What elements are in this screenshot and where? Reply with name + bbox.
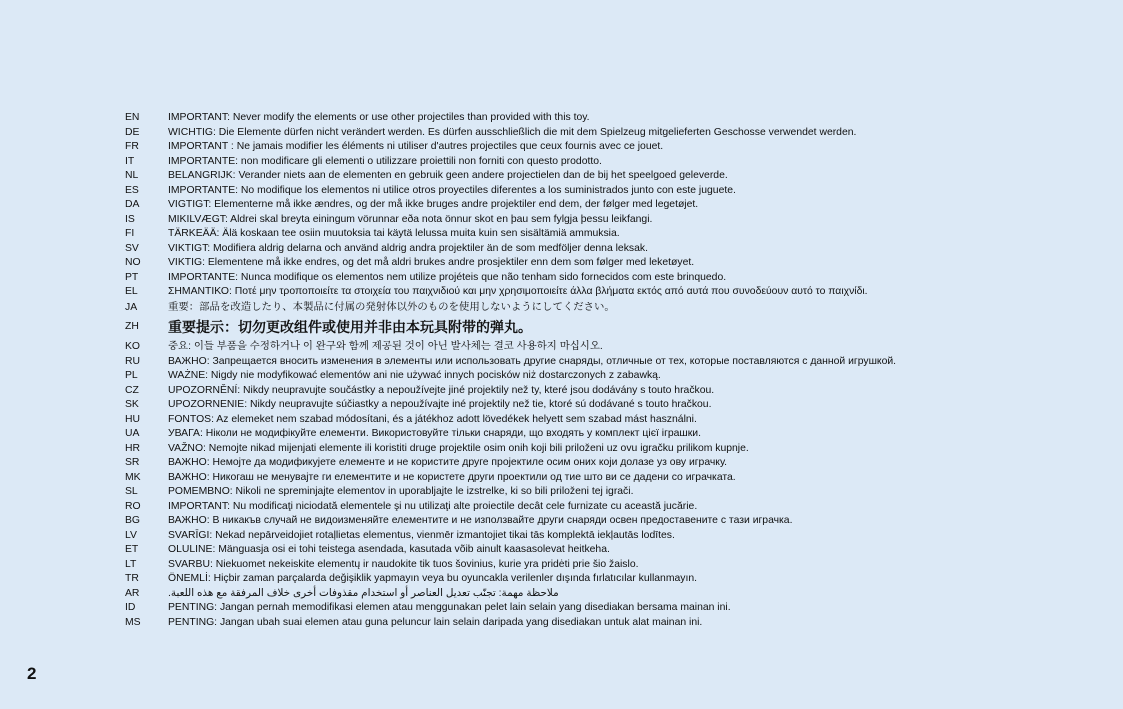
warning-row-sv xyxy=(125,242,1115,257)
language-code: SV xyxy=(125,242,139,254)
language-code: RO xyxy=(125,500,141,512)
warning-text: IMPORTANT: Nu modificaţi niciodată elementele şi nu utilizaţi alte proiectile decât cele furnizate cu această jucărie. xyxy=(168,500,698,512)
warning-row-mk xyxy=(125,471,1115,486)
warning-text: VIGTIGT: Elementerne må ikke ændres, og der må ikke bruges andre projektiler end dem, der følger med legetøjet. xyxy=(168,199,699,210)
language-code: SR xyxy=(125,457,140,468)
warning-row-tr xyxy=(125,572,1115,587)
warning-row-is xyxy=(125,213,1115,228)
warning-row-pt xyxy=(125,271,1115,286)
warning-row-fi xyxy=(125,227,1115,242)
language-code: LT xyxy=(125,558,137,570)
warning-text: IMPORTANT: Never modify the elements or use other projectiles than provided with this toy. xyxy=(168,112,590,123)
warning-text: IMPORTANTE: Nunca modifique os elementos nem utilize projéteis que não tenham sido fornecidos com este brinquedo. xyxy=(168,271,727,283)
language-code: DE xyxy=(125,126,140,138)
language-code: BG xyxy=(125,515,141,526)
warning-text: VAŽNO: Nemojte nikad mijenjati elemente ili koristiti druge projektile osim onih koji bili priloženi uz ovu igračku prilikom kupnje. xyxy=(168,442,749,454)
warning-row-ru xyxy=(125,355,1115,370)
warning-row-nl xyxy=(125,169,1115,184)
language-code: CZ xyxy=(125,384,139,396)
language-code: IT xyxy=(125,155,135,167)
warning-text: ВАЖНО: Никогаш не менувајте ги елементите и не користете други проектили од тие што ви се дадени со играчката. xyxy=(168,471,736,483)
warning-text: VIKTIG: Elementene må ikke endres, og det må aldri brukes andre prosjektiler enn dem som følger med leketøyet. xyxy=(168,257,695,268)
warning-text: ВАЖНО: В никакъв случай не видоизменяйте елементите и не използвайте други снаряди освен предоставените с тази играчка. xyxy=(168,515,793,526)
language-code: UA xyxy=(125,428,140,439)
language-code: ID xyxy=(125,602,136,613)
warning-row-id xyxy=(125,601,1115,616)
warning-row-ar xyxy=(125,587,1115,602)
warning-text: WICHTIG: Die Elemente dürfen nicht verändert werden. Es dürfen ausschließlich die mit dem Spielzeug mitgelieferten Geschosse verwendet werden. xyxy=(168,126,857,138)
warning-row-lt xyxy=(125,558,1115,573)
warning-text: УВАГА: Ніколи не модифікуйте елементи. Використовуйте тільки снаряди, що входять у комплект цієї іграшки. xyxy=(168,428,701,439)
language-code: FI xyxy=(125,228,135,239)
warning-row-ua xyxy=(125,427,1115,442)
language-code: IS xyxy=(125,213,135,225)
warning-row-it xyxy=(125,155,1115,170)
warning-row-zh xyxy=(125,315,1115,339)
language-code: SK xyxy=(125,399,139,410)
language-code: MK xyxy=(125,471,141,483)
warning-row-sl xyxy=(125,485,1115,500)
page-number: 2 xyxy=(27,664,37,683)
language-code: PL xyxy=(125,370,138,381)
warning-text: 중요: 이들 부품을 수정하거나 이 완구와 함께 제공된 것이 아닌 발사체는 결코 사용하지 마십시오. xyxy=(168,341,603,352)
warning-text: ملاحظة مهمة: تجنّب تعديل العناصر أو استخدام مقذوفات أخرى خلاف المرفقة مع هذه اللعبة. xyxy=(168,587,559,599)
warning-text: FONTOS: Az elemeket nem szabad módosítani, és a játékhoz adott lövedékek helyett sem szabad mást használni. xyxy=(168,413,697,425)
warning-row-ms xyxy=(125,616,1115,631)
warning-row-ja xyxy=(125,300,1115,316)
warning-text: ÖNEMLİ: Hiçbir zaman parçalarda değişiklik yapmayın veya bu oyuncakla verilenler dışında fırlatıcılar kullanmayın. xyxy=(168,573,697,584)
language-code: ES xyxy=(125,184,139,196)
language-code: ET xyxy=(125,544,139,555)
warning-row-sk xyxy=(125,398,1115,413)
language-code: HU xyxy=(125,413,141,425)
warning-text: 重要：部品を改造したり、本製品に付属の発射体以外のものを使用しないようにしてください。 xyxy=(168,301,615,313)
warning-row-hu xyxy=(125,413,1115,428)
language-code: FR xyxy=(125,141,139,152)
language-code: HR xyxy=(125,442,141,454)
language-code: AR xyxy=(125,587,140,599)
language-code: DA xyxy=(125,199,140,210)
warning-text: UPOZORNĚNÍ: Nikdy neupravujte součástky a nepoužívejte jiné projektily než ty, které jsou dodávány s touto hračkou. xyxy=(168,384,715,396)
warning-row-lv xyxy=(125,529,1115,544)
warning-text: BELANGRIJK: Verander niets aan de elementen en gebruik geen andere projectielen dan de bij het speelgoed geleverde. xyxy=(168,170,728,181)
language-code: EL xyxy=(125,286,138,297)
warning-text: UPOZORNENIE: Nikdy neupravujte súčiastky a nepoužívajte iné projektily než tie, ktoré sú dodávané s touto hračkou. xyxy=(168,399,712,410)
warning-text: OLULINE: Mänguasja osi ei tohi teistega asendada, kasutada võib ainult kaasasolevat heitkeha. xyxy=(168,544,610,555)
warning-text: POMEMBNO: Nikoli ne spreminjajte elementov in uporabljajte le izstrelke, ki so bili priloženi tej igrači. xyxy=(168,486,634,497)
warning-text: PENTING: Jangan pernah memodifikasi elemen atau menggunakan pelet lain selain yang disediakan bersama mainan ini. xyxy=(168,602,731,613)
language-code: RU xyxy=(125,355,141,367)
language-code: NO xyxy=(125,257,141,268)
language-code: EN xyxy=(125,112,140,123)
warning-row-de xyxy=(125,126,1115,141)
warning-text: ВАЖНО: Запрещается вносить изменения в элементы или использовать другие снаряды, отличные от тех, которые поставляются с данной игрушкой. xyxy=(168,355,897,367)
warning-row-bg xyxy=(125,514,1115,529)
warning-row-sr xyxy=(125,456,1115,471)
language-code: SL xyxy=(125,486,138,497)
language-code: PT xyxy=(125,271,139,283)
language-code: KO xyxy=(125,341,141,352)
language-code: MS xyxy=(125,616,141,628)
warning-text: ВАЖНО: Немојте да модификујете елементе и не користите друге пројектиле осим оних који долазе уз ову играчку. xyxy=(168,457,727,468)
warning-row-da xyxy=(125,198,1115,213)
warning-row-ro xyxy=(125,500,1115,515)
warning-text: SVARĪGI: Nekad nepārveidojiet rotaļlietas elementus, vienmēr izmantojiet tikai tās komplektā iekļautās lodītes. xyxy=(168,529,675,541)
warning-text: ΣΗΜΑΝΤΙΚΟ: Ποτέ μην τροποποιείτε τα στοιχεία του παιχνιδιού και μην χρησιμοποιείτε άλλα βλήματα εκτός από αυτά που συνοδεύουν αυτό το παιχνίδι. xyxy=(168,286,868,297)
warning-text: 重要提示：切勿更改组件或使用并非由本玩具附带的弹丸。 xyxy=(168,319,532,335)
warning-text: WAŻNE: Nigdy nie modyfikować elementów ani nie używać innych pocisków niż dostarczonych z zabawką. xyxy=(168,370,661,381)
warning-row-el xyxy=(125,285,1115,300)
warning-text: PENTING: Jangan ubah suai elemen atau guna peluncur lain selain daripada yang disediakan untuk alat mainan ini. xyxy=(168,616,703,628)
language-code: LV xyxy=(125,529,137,541)
language-code: JA xyxy=(125,301,138,313)
warning-text: VIKTIGT: Modifiera aldrig delarna och använd aldrig andra projektiler än de som medföljer denna leksak. xyxy=(168,242,648,254)
warning-text: MIKILVÆGT: Aldrei skal breyta einingum vörunnar eða nota önnur skot en þau sem fylgja þessu leikfangi. xyxy=(168,213,653,225)
warning-row-hr xyxy=(125,442,1115,457)
warning-text: IMPORTANT : Ne jamais modifier les éléments ni utiliser d'autres projectiles que ceux fournis avec ce jouet. xyxy=(168,141,664,152)
language-code: TR xyxy=(125,573,139,584)
warning-row-pl xyxy=(125,369,1115,384)
warning-row-en xyxy=(125,111,1115,126)
warning-row-ko xyxy=(125,339,1115,355)
language-code: ZH xyxy=(125,321,139,332)
language-code: NL xyxy=(125,170,139,181)
warning-row-fr xyxy=(125,140,1115,155)
warning-text: IMPORTANTE: non modificare gli elementi o utilizzare proiettili non forniti con questo prodotto. xyxy=(168,155,602,167)
warning-text: IMPORTANTE: No modifique los elementos ni utilice otros proyectiles diferentes a los suministrados junto con este juguete. xyxy=(168,184,736,196)
warning-row-et xyxy=(125,543,1115,558)
warning-row-cz xyxy=(125,384,1115,399)
warnings-list xyxy=(125,111,1115,630)
warning-row-es xyxy=(125,184,1115,199)
warning-text: SVARBU: Niekuomet nekeiskite elementų ir naudokite tik tuos šovinius, kurie yra pridėti prie šio žaislo. xyxy=(168,558,639,570)
warning-text: TÄRKEÄÄ: Älä koskaan tee osiin muutoksia tai käytä lelussa muita kuin sen sisältämiä ammuksia. xyxy=(168,228,620,239)
warning-row-no xyxy=(125,256,1115,271)
